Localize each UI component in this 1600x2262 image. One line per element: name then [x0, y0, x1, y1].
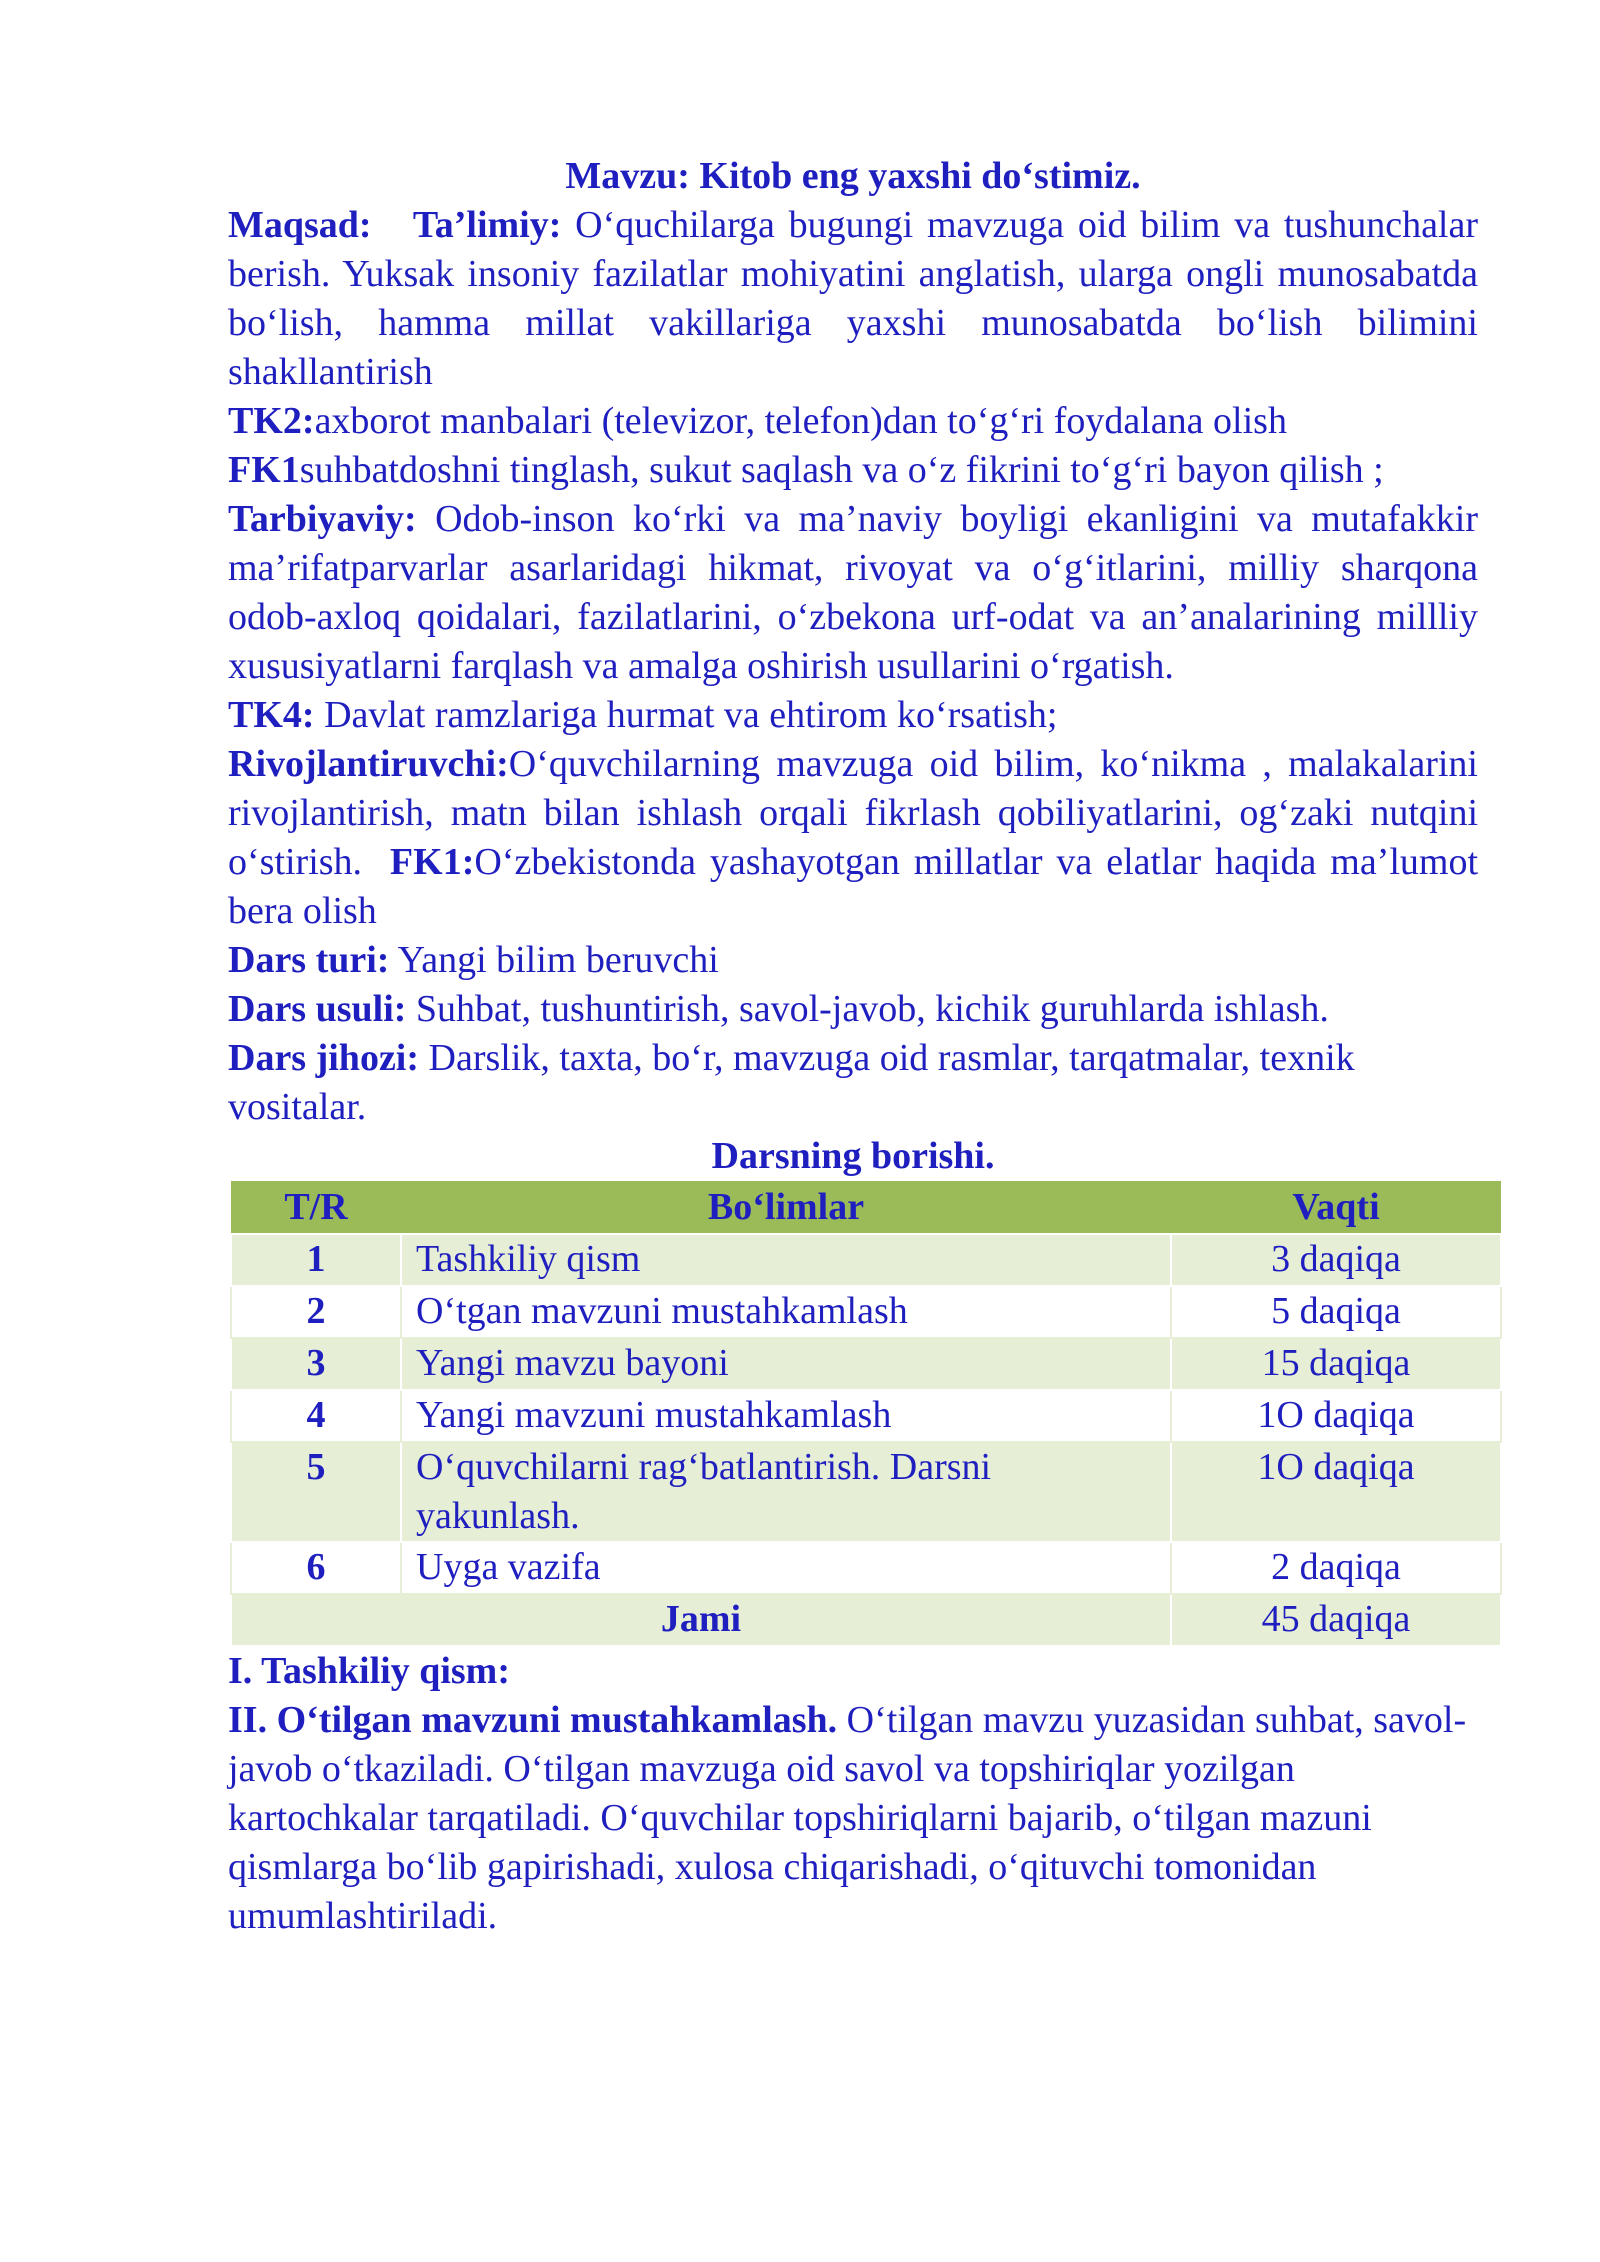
table-header-row	[231, 1181, 1501, 1234]
rivojlantiruvchi-label: Rivojlantiruvchi:	[228, 743, 509, 785]
row-time: 5 daqiqa	[1171, 1286, 1501, 1338]
rivojlantiruvchi-fk-text: O‘zbekistonda yashayotgan millatlar va elatlar haqida ma’lumot bera olish	[228, 841, 1479, 932]
table-row	[231, 1338, 1501, 1390]
tk4-paragraph	[228, 691, 1478, 740]
column-header-section: Bo‘limlar	[401, 1181, 1171, 1234]
row-section: O‘tgan mavzuni mustahkamlash	[401, 1286, 1171, 1338]
fk1-paragraph	[228, 446, 1478, 495]
fk1-text: suhbatdoshni tinglash, sukut saqlash va o‘z fikrini to‘g‘ri bayon qilish ;	[299, 449, 1384, 491]
row-section: O‘quvchilarni rag‘batlantirish. Darsni yakunlash.	[401, 1442, 1171, 1542]
row-number: 3	[231, 1338, 401, 1390]
row-number: 1	[231, 1234, 401, 1286]
rivojlantiruvchi-text: O‘quvchilarning mavzuga oid bilim, ko‘nikma , malakalarini rivojlantirish, matn bilan ishlash orqali fikrlash qobiliyatlarini, og‘zaki nutqini o‘stirish.	[228, 743, 1478, 883]
dars-jihozi-label: Dars jihozi:	[228, 1037, 420, 1079]
dars-jihozi-text: Darslik, taxta, bo‘r, mavzuga oid rasmlar, tarqatmalar, texnik vositalar.	[228, 1037, 1355, 1128]
tarbiyaviy-label: Tarbiyaviy:	[228, 498, 417, 540]
dars-turi-label: Dars turi:	[228, 939, 390, 981]
tarbiyaviy-paragraph	[228, 495, 1478, 691]
rivojlantiruvchi-fk-label: FK1:	[389, 841, 475, 883]
tk2-label: TK2:	[228, 400, 315, 442]
row-time: 3 daqiqa	[1171, 1234, 1501, 1286]
section-2-paragraph	[228, 1696, 1478, 1941]
row-time: 2 daqiqa	[1171, 1542, 1501, 1594]
total-time: 45 daqiqa	[1171, 1594, 1501, 1646]
talimiy-label: Ta’limiy:	[412, 204, 562, 246]
table-row	[231, 1542, 1501, 1594]
page-title: Mavzu: Kitob eng yaxshi do‘stimiz.	[565, 155, 1141, 197]
column-header-number: T/R	[231, 1181, 401, 1234]
row-time: 1O daqiqa	[1171, 1390, 1501, 1442]
section-2-label: II. O‘tilgan mavzuni mustahkamlash.	[228, 1699, 838, 1741]
row-section: Yangi mavzuni mustahkamlash	[401, 1390, 1171, 1442]
tk4-text: Davlat ramzlariga hurmat va ehtirom ko‘rsatish;	[324, 694, 1058, 736]
dars-turi-paragraph	[228, 936, 1478, 985]
maqsad-label: Maqsad:	[228, 204, 372, 246]
row-number: 5	[231, 1442, 401, 1542]
row-section: Yangi mavzu bayoni	[401, 1338, 1171, 1390]
rivojlantiruvchi-paragraph	[228, 740, 1478, 936]
dars-jihozi-paragraph	[228, 1034, 1478, 1132]
tarbiyaviy-text: Odob-inson ko‘rki va ma’naviy boyligi ekanligini va mutafakkir ma’rifatparvarlar asarlaridagi hikmat, rivoyat va o‘g‘itlarini, milliy sharqona odob-axloq qoidalari, fazilatlarini, o‘zbekona urf-odat va an’analarining millliy xususiyatlarni farqlash va amalga oshirish usullarini o‘rgatish.	[228, 498, 1478, 687]
row-time: 1O daqiqa	[1171, 1442, 1501, 1542]
row-number: 2	[231, 1286, 401, 1338]
row-number: 6	[231, 1542, 401, 1594]
row-section: Tashkiliy qism	[401, 1234, 1171, 1286]
table-row	[231, 1442, 1501, 1542]
table-row	[231, 1234, 1501, 1286]
plan-heading: Darsning borishi.	[711, 1135, 995, 1177]
dars-usuli-label: Dars usuli:	[228, 988, 407, 1030]
section-2-text: O‘tilgan mavzu yuzasidan suhbat, savol-javob o‘tkaziladi. O‘tilgan mavzuga oid savol va topshiriqlar yozilgan kartochkalar tarqatiladi. O‘quvchilar topshiriqlarni bajarib, o‘tilgan mazuni qismlarga bo‘lib gapirishadi, xulosa chiqarishadi, o‘qituvchi tomonidan umumlashtiriladi.	[228, 1699, 1467, 1937]
row-section: Uyga vazifa	[401, 1542, 1171, 1594]
table-total-row	[231, 1594, 1501, 1646]
row-time: 15 daqiqa	[1171, 1338, 1501, 1390]
table-row	[231, 1286, 1501, 1338]
maqsad-paragraph	[228, 201, 1478, 397]
row-number: 4	[231, 1390, 401, 1442]
tk4-label: TK4:	[228, 694, 315, 736]
maqsad-text: O‘quchilarga bugungi mavzuga oid bilim va tushunchalar berish. Yuksak insoniy fazilatlar mohiyatini anglatish, ularga ongli munosabatda bo‘lish, hamma millat vakillariga yaxshi munosabatda bo‘lish bilimini shakllantirish	[228, 204, 1479, 393]
tk2-paragraph	[228, 397, 1478, 446]
tk2-text: axborot manbalari (televizor, telefon)dan to‘g‘ri foydalana olish	[314, 400, 1287, 442]
dars-usuli-text: Suhbat, tushuntirish, savol-javob, kichik guruhlarda ishlash.	[415, 988, 1329, 1030]
table-row	[231, 1390, 1501, 1442]
dars-turi-text: Yangi bilim beruvchi	[397, 939, 719, 981]
total-label: Jami	[231, 1594, 1171, 1646]
document-page	[228, 152, 1478, 1941]
column-header-time: Vaqti	[1171, 1181, 1501, 1234]
section-1-heading: I. Tashkiliy qism:	[228, 1650, 510, 1692]
dars-usuli-paragraph	[228, 985, 1478, 1034]
lesson-plan-table	[230, 1181, 1502, 1647]
fk1-label: FK1	[228, 449, 300, 491]
